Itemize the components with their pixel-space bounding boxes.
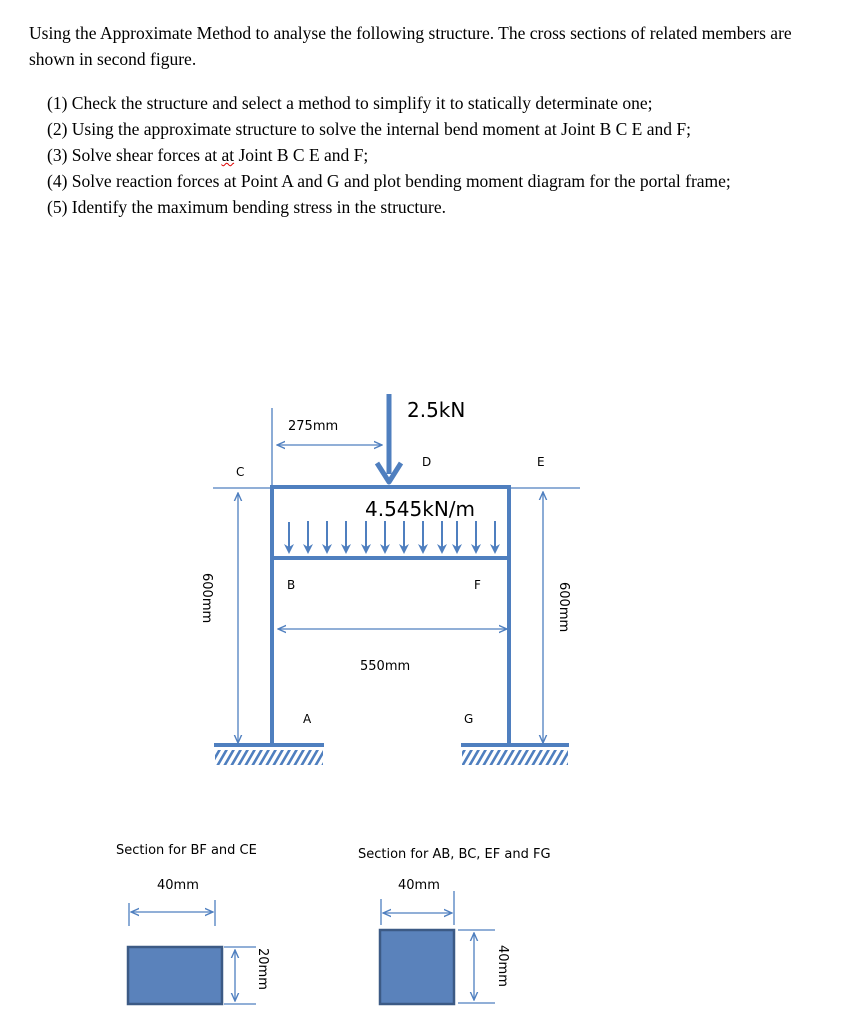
dim-load-offset-label: 275mm [288,419,339,434]
section-column-title: Section for AB, BC, EF and FG [358,847,551,862]
problem-intro: Using the Approximate Method to analyse the following structure. The cross sections of related members are shown in second figure. [29,23,792,69]
section-beam [116,843,270,1004]
ground-hatch-a [215,750,323,765]
task-number: (1) [47,93,68,113]
section-beam-rect [128,947,222,1004]
node-e-label: E [537,455,545,469]
node-g-label: G [464,712,474,726]
dim-height-left-label: 600mm [199,573,214,624]
node-b-label: B [287,578,296,592]
frame-members [214,487,569,745]
task-text: Identify the maximum bending stress in the structure. [71,197,447,217]
section-column [358,847,551,1004]
task-text: Solve reaction forces at Point A and G and plot bending moment diagram for the portal frame; [71,171,731,191]
section-column-width-label: 40mm [398,878,440,893]
section-beam-title: Section for BF and CE [116,843,257,858]
point-load-arrow [377,394,401,482]
udl-label: 4.545kN/m [365,497,476,521]
udl-arrows [289,521,495,552]
task-text: Using the approximate structure to solve the internal bend moment at Joint B C E and F; [71,119,691,139]
dim-height-right-label: 600mm [556,582,571,633]
ground-hatch-g [462,750,568,765]
task-text: Check the structure and select a method to simplify it to statically determinate one; [71,93,653,113]
section-beam-width-label: 40mm [157,878,199,893]
task-number: (2) [47,119,68,139]
node-a-label: A [303,712,312,726]
task-number: (3) [47,145,68,165]
node-f-label: F [474,578,481,592]
section-beam-height-label: 20mm [255,948,270,990]
section-column-height-label: 40mm [495,945,510,987]
task-number: (4) [47,171,68,191]
node-c-label: C [236,465,245,479]
task-number: (5) [47,197,68,217]
point-load-label: 2.5kN [407,398,466,422]
task-text: Joint B C E and F; [234,145,369,165]
section-column-rect [380,930,454,1004]
spellcheck-flag: at [221,145,235,165]
dim-span-label: 550mm [360,659,411,674]
task-text: Solve shear forces at [71,145,222,165]
node-d-label: D [422,455,432,469]
